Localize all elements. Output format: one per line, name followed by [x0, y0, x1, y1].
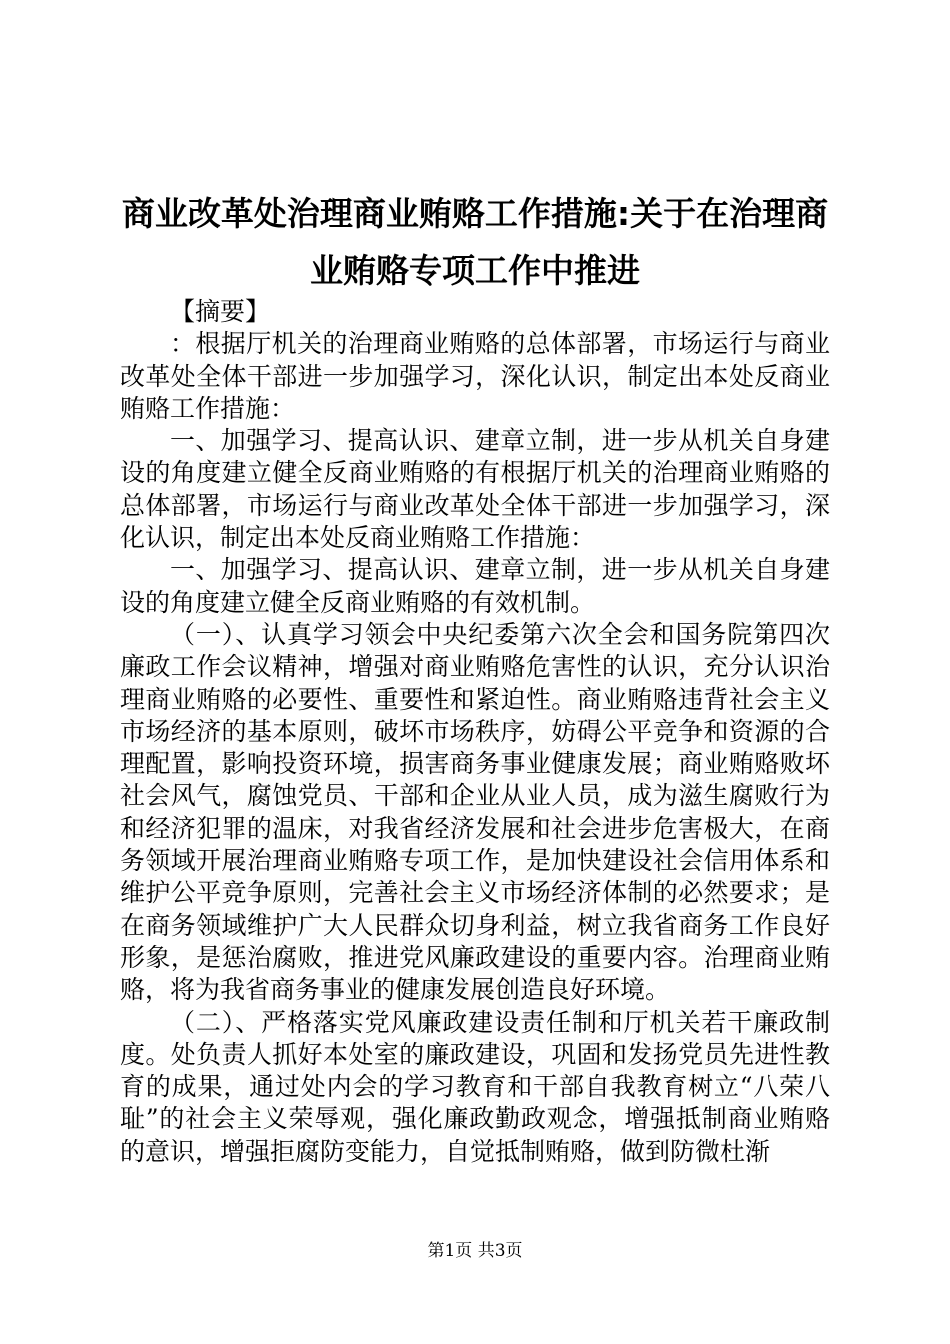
- document-body: [120, 296, 830, 1168]
- paragraph-2: 一、加强学习、提高认识、建章立制，进一步从机关自身建设的角度建立健全反商业贿赂的有根据厅机关的治理商业贿赂的总体部署，市场运行与商业改革处全体干部进一步加强学习，深化认识，制定出本处反商业贿赂工作措施：: [120, 426, 830, 553]
- paragraph-3: 一、加强学习、提高认识、建章立制，进一步从机关自身建设的角度建立健全反商业贿赂的有效机制。: [120, 555, 830, 617]
- abstract-label: 【摘要】: [170, 297, 271, 326]
- paragraph-1: ：根据厅机关的治理商业贿赂的总体部署，市场运行与商业改革处全体干部进一步加强学习，深化认识，制定出本处反商业贿赂工作措施：: [120, 329, 830, 423]
- page-footer: 第1页 共3页: [427, 1241, 523, 1261]
- document-title: 商业改革处治理商业贿赂工作措施:关于在治理商业贿赂专项工作中推进: [121, 194, 829, 290]
- paragraph-5: （二）、严格落实党风廉政建设责任制和厅机关若干廉政制度。处负责人抓好本处室的廉政建设，巩固和发扬党员先进性教育的成果，通过处内会的学习教育和干部自我教育树立“八荣八耻”的社会主义荣辱观，强化廉政勤政观念，增强抵制商业贿赂的意识，增强拒腐防变能力，自觉抵制贿赂，做到防微杜渐: [120, 1007, 830, 1166]
- paragraph-4: （一）、认真学习领会中央纪委第六次全会和国务院第四次廉政工作会议精神，增强对商业贿赂危害性的认识，充分认识治理商业贿赂的必要性、重要性和紧迫性。商业贿赂违背社会主义市场经济的基本原则，破坏市场秩序，妨碍公平竞争和资源的合理配置，影响投资环境，损害商务事业健康发展；商业贿赂败坏社会风气，腐蚀党员、干部和企业从业人员，成为滋生腐败行为和经济犯罪的温床，对我省经济发展和社会进步危害极大，在商务领域开展治理商业贿赂专项工作，是加快建设社会信用体系和维护公平竞争原则，完善社会主义市场经济体制的必然要求；是在商务领域维护广大人民群众切身利益，树立我省商务工作良好形象，是惩治腐败，推进党风廉政建设的重要内容。治理商业贿赂，将为我省商务事业的健康发展创造良好环境。: [120, 619, 830, 1005]
